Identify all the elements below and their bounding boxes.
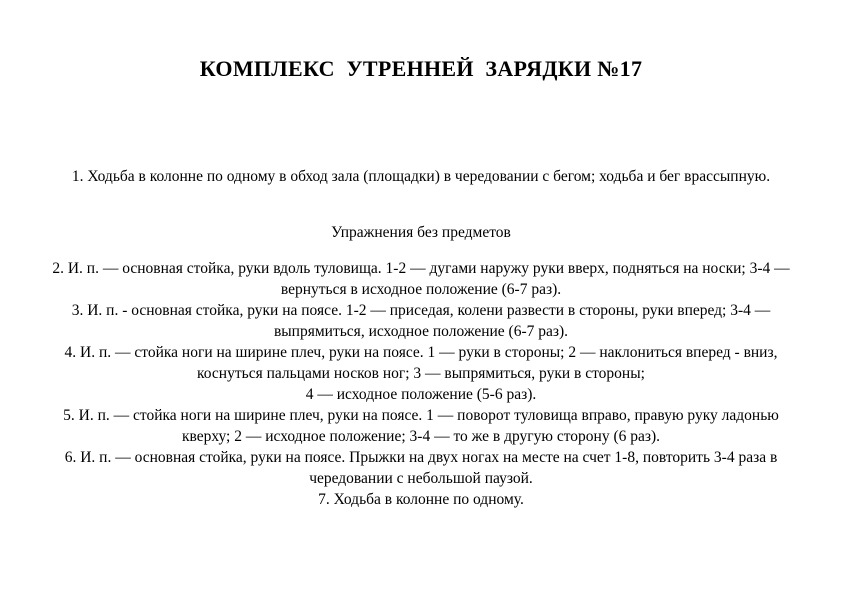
exercise-item: 4. И. п. — стойка ноги на ширине плеч, руки на поясе. 1 — руки в стороны; 2 — наклониться вперед - вниз, коснуться пальцами носков ног; 3 — выпрямиться, руки в стороны; — [64, 344, 778, 382]
section-subheading: Упражнения без предметов — [331, 224, 511, 241]
exercise-item: 5. И. п. — стойка ноги на ширине плеч, руки на поясе. 1 — поворот туловища вправо, правую руку ладонью кверху; 2 — исходное положение; 3-4 — то же в другую сторону (6 раз). — [63, 407, 779, 445]
intro-paragraph: 1. Ходьба в колонне по одному в обход зала (площадки) в чередовании с бегом; ходьба и бег врассыпную. — [71, 168, 771, 185]
exercise-list — [40, 258, 802, 510]
page-title: КОМПЛЕКС УТРЕННЕЙ ЗАРЯДКИ №17 — [199, 56, 643, 81]
exercise-item: 7. Ходьба в колонне по одному. — [318, 491, 524, 508]
exercise-item: 3. И. п. - основная стойка, руки на поясе. 1-2 — приседая, колени развести в стороны, руки вперед; 3-4 — выпрямиться, исходное положение (6-7 раз). — [71, 302, 771, 340]
exercise-item: 6. И. п. — основная стойка, руки на поясе. Прыжки на двух ногах на месте на счет 1-8, повторить 3-4 раза в чередовании с небольшой паузой. — [64, 449, 778, 487]
exercise-item: 4 — исходное положение (5-6 раз). — [305, 386, 537, 403]
exercise-item: 2. И. п. — основная стойка, руки вдоль туловища. 1-2 — дугами наружу руки вверх, подняться на носки; 3-4 — вернуться в исходное положение (6-7 раз). — [52, 260, 790, 298]
